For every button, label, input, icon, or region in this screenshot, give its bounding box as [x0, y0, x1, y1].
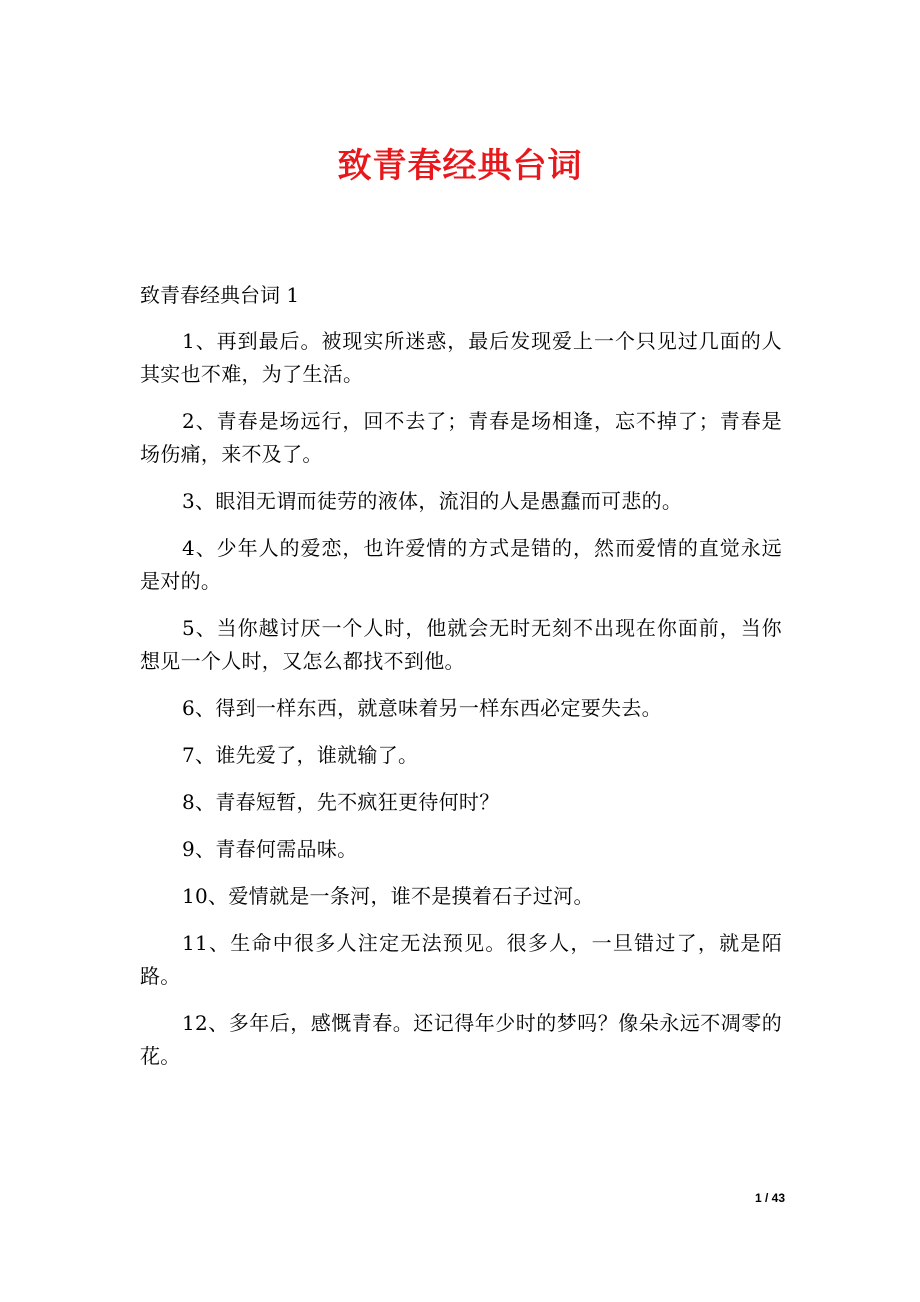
paragraph-4: 4、少年人的爱恋，也许爱情的方式是错的，然而爱情的直觉永远是对的。: [140, 536, 782, 593]
paragraph-7: 7、谁先爱了，谁就输了。: [182, 743, 419, 767]
document-body: [140, 325, 782, 1087]
paragraph-12: 12、多年后，感慨青春。还记得年少时的梦吗？像朵永远不凋零的花。: [140, 1011, 782, 1068]
document-title: 致青春经典台词: [337, 146, 583, 186]
paragraph-5: 5、当你越讨厌一个人时，他就会无时无刻不出现在你面前，当你想见一个人时，又怎么都找不到他。: [140, 616, 782, 673]
paragraph-10: 10、爱情就是一条河，谁不是摸着石子过河。: [182, 884, 594, 908]
paragraph-9: 9、青春何需品味。: [182, 837, 358, 861]
paragraph-1: 1、再到最后。被现实所迷惑，最后发现爱上一个只见过几面的人其实也不难，为了生活。: [140, 329, 782, 386]
section-heading: 致青春经典台词 1: [140, 283, 300, 307]
paragraph-8: 8、青春短暂，先不疯狂更待何时？: [182, 790, 500, 814]
paragraph-2: 2、青春是场远行，回不去了；青春是场相逢，忘不掉了；青春是场伤痛，来不及了。: [140, 409, 782, 466]
paragraph-6: 6、得到一样东西，就意味着另一样东西必定要失去。: [182, 696, 662, 720]
page-number: 1 / 43: [754, 1191, 785, 1205]
paragraph-11: 11、生命中很多人注定无法预见。很多人，一旦错过了，就是陌路。: [140, 931, 782, 988]
paragraph-3: 3、眼泪无谓而徒劳的液体，流泪的人是愚蠢而可悲的。: [182, 489, 683, 513]
